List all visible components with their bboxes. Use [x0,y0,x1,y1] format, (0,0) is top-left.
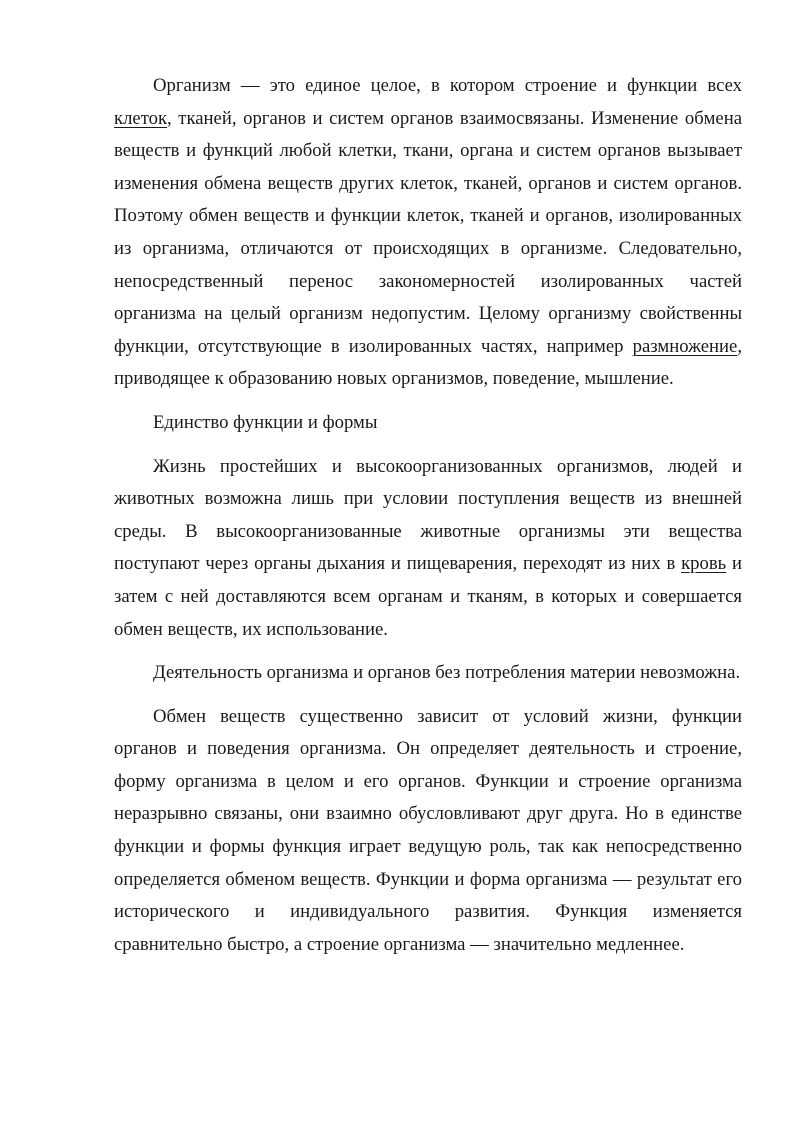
paragraph-metabolism: Обмен веществ существенно зависит от условий жизни, функции органов и поведения организма. Он определяет деятельность и строение, форму организма в целом и его органов. Функции и строение организма неразрывно связаны, они взаимно обусловливают друг друга. Но в единстве функции и формы функция играет ведущую роль, так как непосредственно определяется обменом веществ. Функции и форма организма — результат его исторического и индивидуального развития. Функция изменяется сравнительно быстро, а строение организма — значительно медленнее. [114,705,742,955]
paragraph-life [114,451,742,647]
paragraph-activity: Деятельность организма и органов без потребления материи невозможна. [153,662,741,684]
link-blood[interactable]: кровь [681,553,727,575]
link-cells[interactable]: клеток [114,107,168,129]
link-reproduction[interactable]: размножение [632,335,738,357]
paragraph-text: Организм — это единое целое, в котором строение и функции всех [153,75,742,96]
section-heading: Единство функции и формы [153,411,378,433]
document-page [114,70,742,961]
paragraph-text: , приводящее к образованию новых организмов, поведение, мышление. [114,335,742,390]
paragraph-text: Жизнь простейших и высокоорганизованных организмов, людей и животных возможна лишь при условии поступления веществ из внешней среды. В высокоорганизованные животные организмы эти вещества поступают через органы дыхания и пищеварения, переходят из них в [114,455,742,575]
paragraph-text: , тканей, органов и систем органов взаимосвязаны. Изменение обмена веществ и функций любой клетки, ткани, органа и систем органов вызывает изменения обмена веществ других клеток, тканей, органов и систем органов. Поэтому обмен веществ и функции клеток, тканей и органов, изолированных из организма, отличаются от происходящих в организме. Следовательно, непосредственный перенос закономерностей изолированных частей организма на целый организм недопустим. Целому организму свойственны функции, отсутствующие в изолированных частях, например [114,107,742,357]
paragraph-organism [114,70,742,396]
paragraph-text: и затем с ней доставляются всем органам и тканям, в которых и совершается обмен веществ, их использование. [114,553,742,640]
